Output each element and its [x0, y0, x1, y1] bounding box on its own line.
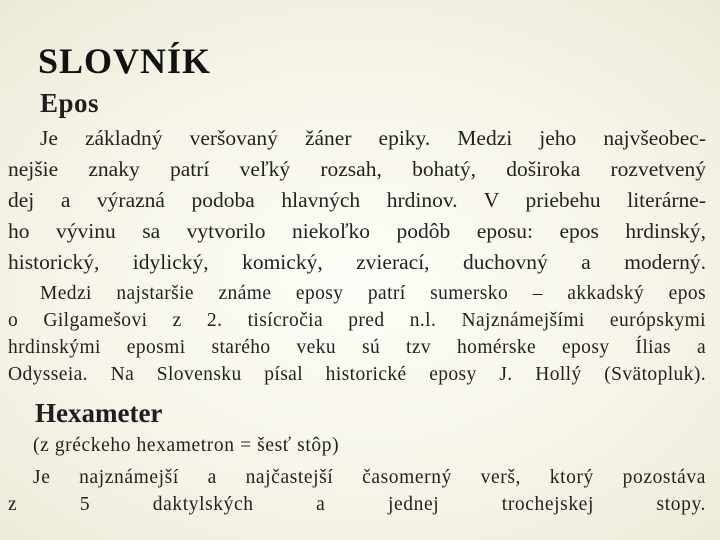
section-heading-epos: Epos: [40, 88, 100, 118]
hexameter-definition-paragraph: [8, 464, 706, 518]
paragraph-line: Je najznámejší a najčastejší časomerný verš, ktorý pozostáva: [33, 467, 706, 488]
section-heading-hexameter: Hexameter: [35, 398, 163, 428]
paragraph-line: Odysseia. Na Slovensku písal historické eposy J. Hollý (Svätopluk).: [8, 364, 706, 385]
paragraph-line: dej a výrazná podoba hlavných hrdinov. V priebehu literárne-: [8, 188, 706, 212]
paragraph-line: z 5 daktylských a jednej trochejskej stopy.: [8, 494, 706, 515]
hexameter-etymology: (z gréckeho hexametron = šesť stôp): [33, 435, 340, 456]
epos-history-paragraph: [8, 280, 706, 388]
paragraph-line: ho vývinu sa vytvorilo niekoľko podôb eposu: epos hrdinský,: [8, 219, 706, 243]
paragraph-line: Je základný veršovaný žáner epiky. Medzi jeho najvšeobec-: [40, 126, 706, 150]
paragraph-line: hrdinskými eposmi starého veku sú tzv homérske eposy Ílias a: [8, 337, 706, 358]
page-title: SLOVNÍK: [38, 41, 212, 81]
paragraph-line: historický, idylický, komický, zvierací, duchovný a moderný.: [8, 250, 706, 274]
paragraph-line: Medzi najstaršie známe eposy patrí sumersko – akkadský epos: [40, 283, 706, 304]
paragraph-line: nejšie znaky patrí veľký rozsah, bohatý, doširoka rozvetvený: [8, 157, 706, 181]
paragraph-line: o Gilgamešovi z 2. tisícročia pred n.l. Najznámejšími európskymi: [8, 310, 706, 331]
epos-definition-paragraph: [8, 123, 706, 278]
